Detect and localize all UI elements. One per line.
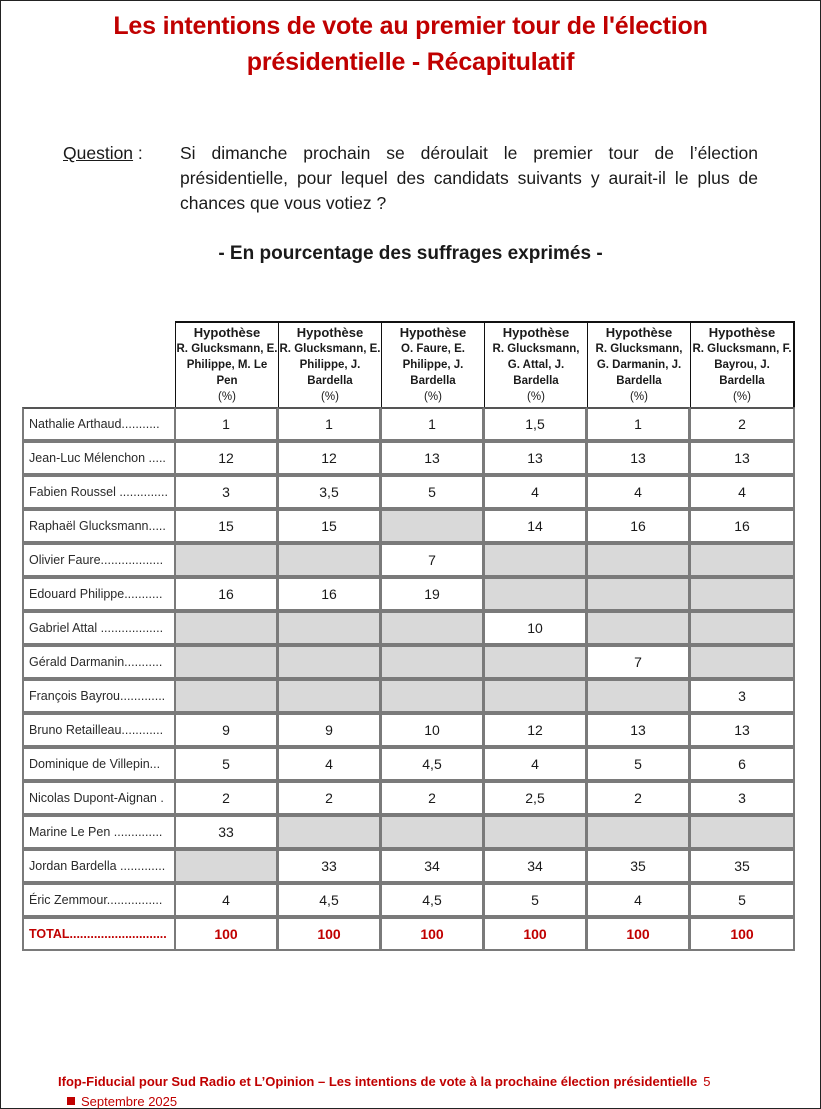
not-applicable-cell bbox=[278, 543, 381, 577]
value-cell: 1 bbox=[381, 407, 484, 441]
question-separator: : bbox=[133, 143, 143, 163]
not-applicable-cell bbox=[381, 679, 484, 713]
value-cell: 2 bbox=[278, 781, 381, 815]
not-applicable-cell bbox=[484, 679, 587, 713]
not-applicable-cell bbox=[690, 611, 795, 645]
not-applicable-cell bbox=[587, 679, 690, 713]
value-cell: 13 bbox=[587, 441, 690, 475]
value-cell: 16 bbox=[587, 509, 690, 543]
total-value-cell: 100 bbox=[175, 917, 278, 951]
value-cell: 3,5 bbox=[278, 475, 381, 509]
column-header bbox=[484, 321, 587, 407]
value-cell: 13 bbox=[587, 713, 690, 747]
not-applicable-cell bbox=[587, 611, 690, 645]
total-label: TOTAL............................ bbox=[22, 917, 175, 951]
candidate-name: Nathalie Arthaud........... bbox=[22, 407, 175, 441]
not-applicable-cell bbox=[381, 611, 484, 645]
value-cell: 33 bbox=[278, 849, 381, 883]
value-cell: 4 bbox=[278, 747, 381, 781]
value-cell: 5 bbox=[484, 883, 587, 917]
table-row bbox=[22, 747, 795, 781]
value-cell: 2 bbox=[381, 781, 484, 815]
table-row bbox=[22, 441, 795, 475]
column-desc: R. Glucksmann, F. Bayrou, J. Bardella bbox=[692, 343, 792, 387]
not-applicable-cell bbox=[484, 645, 587, 679]
value-cell: 15 bbox=[278, 509, 381, 543]
not-applicable-cell bbox=[587, 577, 690, 611]
value-cell: 9 bbox=[175, 713, 278, 747]
column-header bbox=[690, 321, 795, 407]
table-row bbox=[22, 883, 795, 917]
total-value-cell: 100 bbox=[278, 917, 381, 951]
candidate-name: Edouard Philippe........... bbox=[22, 577, 175, 611]
candidate-name: Nicolas Dupont-Aignan . bbox=[22, 781, 175, 815]
value-cell: 4 bbox=[587, 475, 690, 509]
column-hyp-label: Hypothèse bbox=[605, 325, 673, 340]
not-applicable-cell bbox=[278, 815, 381, 849]
column-desc: R. Glucksmann, E. Philippe, M. Le Pen bbox=[176, 343, 278, 387]
value-cell: 2 bbox=[690, 407, 795, 441]
value-cell: 34 bbox=[484, 849, 587, 883]
column-header bbox=[175, 321, 278, 407]
total-value-cell: 100 bbox=[690, 917, 795, 951]
table-row bbox=[22, 611, 795, 645]
candidate-name: Marine Le Pen .............. bbox=[22, 815, 175, 849]
value-cell: 5 bbox=[587, 747, 690, 781]
not-applicable-cell bbox=[587, 815, 690, 849]
not-applicable-cell bbox=[690, 815, 795, 849]
value-cell: 9 bbox=[278, 713, 381, 747]
page-title bbox=[0, 8, 821, 80]
table-row bbox=[22, 543, 795, 577]
not-applicable-cell bbox=[484, 543, 587, 577]
value-cell: 4,5 bbox=[381, 883, 484, 917]
candidate-name: Dominique de Villepin... bbox=[22, 747, 175, 781]
value-cell: 3 bbox=[690, 679, 795, 713]
column-desc: R. Glucksmann, G. Attal, J. Bardella bbox=[492, 343, 580, 387]
not-applicable-cell bbox=[690, 577, 795, 611]
header-row bbox=[22, 321, 795, 407]
value-cell: 4 bbox=[175, 883, 278, 917]
not-applicable-cell bbox=[278, 645, 381, 679]
value-cell: 16 bbox=[690, 509, 795, 543]
value-cell: 16 bbox=[175, 577, 278, 611]
value-cell: 3 bbox=[175, 475, 278, 509]
candidate-name: Bruno Retailleau............ bbox=[22, 713, 175, 747]
title-line-1: Les intentions de vote au premier tour de l'élection bbox=[113, 12, 708, 40]
value-cell: 4 bbox=[587, 883, 690, 917]
table-row bbox=[22, 645, 795, 679]
total-value-cell: 100 bbox=[484, 917, 587, 951]
column-hyp-label: Hypothèse bbox=[708, 325, 776, 340]
value-cell: 5 bbox=[690, 883, 795, 917]
not-applicable-cell bbox=[381, 509, 484, 543]
question-label bbox=[63, 141, 143, 166]
not-applicable-cell bbox=[484, 815, 587, 849]
column-desc: R. Glucksmann, E. Philippe, J. Bardella bbox=[279, 343, 381, 387]
value-cell: 7 bbox=[587, 645, 690, 679]
candidate-name: Raphaël Glucksmann..... bbox=[22, 509, 175, 543]
results-table bbox=[22, 321, 795, 951]
value-cell: 5 bbox=[175, 747, 278, 781]
table-subtitle: - En pourcentage des suffrages exprimés - bbox=[218, 243, 603, 264]
column-unit: (%) bbox=[527, 391, 545, 403]
value-cell: 15 bbox=[175, 509, 278, 543]
table-row bbox=[22, 577, 795, 611]
column-hyp-label: Hypothèse bbox=[193, 325, 261, 340]
value-cell: 4 bbox=[484, 747, 587, 781]
value-cell: 12 bbox=[175, 441, 278, 475]
not-applicable-cell bbox=[175, 849, 278, 883]
header-empty-cell bbox=[22, 321, 175, 407]
value-cell: 35 bbox=[690, 849, 795, 883]
value-cell: 2 bbox=[587, 781, 690, 815]
footer-source-text: Ifop-Fiducial pour Sud Radio et L’Opinion – Les intentions de vote à la prochaine élection présidentielle bbox=[58, 1074, 698, 1089]
value-cell: 4 bbox=[690, 475, 795, 509]
value-cell: 6 bbox=[690, 747, 795, 781]
table-row bbox=[22, 407, 795, 441]
column-header bbox=[278, 321, 381, 407]
candidate-name: Jean-Luc Mélenchon ..... bbox=[22, 441, 175, 475]
column-hyp-label: Hypothèse bbox=[399, 325, 467, 340]
candidate-name: Gérald Darmanin........... bbox=[22, 645, 175, 679]
page-number: 5 bbox=[703, 1074, 711, 1089]
value-cell: 1 bbox=[278, 407, 381, 441]
column-desc: O. Faure, E. Philippe, J. Bardella bbox=[401, 343, 465, 387]
not-applicable-cell bbox=[175, 611, 278, 645]
not-applicable-cell bbox=[690, 645, 795, 679]
value-cell: 13 bbox=[690, 441, 795, 475]
value-cell: 12 bbox=[278, 441, 381, 475]
column-unit: (%) bbox=[630, 391, 648, 403]
value-cell: 10 bbox=[381, 713, 484, 747]
total-value-cell: 100 bbox=[381, 917, 484, 951]
candidate-name: Gabriel Attal .................. bbox=[22, 611, 175, 645]
not-applicable-cell bbox=[175, 645, 278, 679]
not-applicable-cell bbox=[278, 679, 381, 713]
column-desc: R. Glucksmann, G. Darmanin, J. Bardella bbox=[595, 343, 683, 387]
value-cell: 1 bbox=[587, 407, 690, 441]
value-cell: 12 bbox=[484, 713, 587, 747]
value-cell: 3 bbox=[690, 781, 795, 815]
value-cell: 10 bbox=[484, 611, 587, 645]
column-unit: (%) bbox=[321, 391, 339, 403]
value-cell: 14 bbox=[484, 509, 587, 543]
column-unit: (%) bbox=[424, 391, 442, 403]
footer-date bbox=[67, 1094, 177, 1109]
total-row bbox=[22, 917, 795, 951]
question-label-text: Question bbox=[63, 143, 134, 163]
value-cell: 16 bbox=[278, 577, 381, 611]
not-applicable-cell bbox=[587, 543, 690, 577]
title-line-2: présidentielle - Récapitulatif bbox=[246, 48, 575, 76]
table-row bbox=[22, 679, 795, 713]
table-row bbox=[22, 475, 795, 509]
column-hyp-label: Hypothèse bbox=[502, 325, 570, 340]
not-applicable-cell bbox=[175, 679, 278, 713]
value-cell: 34 bbox=[381, 849, 484, 883]
table-row bbox=[22, 781, 795, 815]
question-text: Si dimanche prochain se déroulait le premier tour de l’élection présidentielle, pour lequel des candidats suivants y aurait-il le plus de chances que vous votiez ? bbox=[180, 143, 758, 213]
value-cell: 33 bbox=[175, 815, 278, 849]
value-cell: 19 bbox=[381, 577, 484, 611]
table-row bbox=[22, 509, 795, 543]
candidate-name: Jordan Bardella ............. bbox=[22, 849, 175, 883]
footer-date-text: Septembre 2025 bbox=[81, 1094, 178, 1109]
column-hyp-label: Hypothèse bbox=[296, 325, 364, 340]
candidate-name: Olivier Faure.................. bbox=[22, 543, 175, 577]
value-cell: 7 bbox=[381, 543, 484, 577]
total-value-cell: 100 bbox=[587, 917, 690, 951]
not-applicable-cell bbox=[484, 577, 587, 611]
value-cell: 2,5 bbox=[484, 781, 587, 815]
table-body bbox=[22, 407, 795, 951]
value-cell: 35 bbox=[587, 849, 690, 883]
not-applicable-cell bbox=[381, 815, 484, 849]
not-applicable-cell bbox=[381, 645, 484, 679]
not-applicable-cell bbox=[175, 543, 278, 577]
candidate-name: Fabien Roussel .............. bbox=[22, 475, 175, 509]
value-cell: 13 bbox=[690, 713, 795, 747]
candidate-name: François Bayrou............. bbox=[22, 679, 175, 713]
column-header bbox=[587, 321, 690, 407]
column-unit: (%) bbox=[733, 391, 751, 403]
value-cell: 13 bbox=[484, 441, 587, 475]
column-header bbox=[381, 321, 484, 407]
value-cell: 1,5 bbox=[484, 407, 587, 441]
value-cell: 13 bbox=[381, 441, 484, 475]
not-applicable-cell bbox=[690, 543, 795, 577]
table-row bbox=[22, 713, 795, 747]
square-bullet-icon bbox=[67, 1097, 75, 1105]
footer-source bbox=[58, 1074, 711, 1089]
value-cell: 4,5 bbox=[381, 747, 484, 781]
column-unit: (%) bbox=[218, 391, 236, 403]
table-row bbox=[22, 815, 795, 849]
table-row bbox=[22, 849, 795, 883]
value-cell: 1 bbox=[175, 407, 278, 441]
value-cell: 4,5 bbox=[278, 883, 381, 917]
not-applicable-cell bbox=[278, 611, 381, 645]
value-cell: 2 bbox=[175, 781, 278, 815]
candidate-name: Éric Zemmour................ bbox=[22, 883, 175, 917]
value-cell: 4 bbox=[484, 475, 587, 509]
value-cell: 5 bbox=[381, 475, 484, 509]
